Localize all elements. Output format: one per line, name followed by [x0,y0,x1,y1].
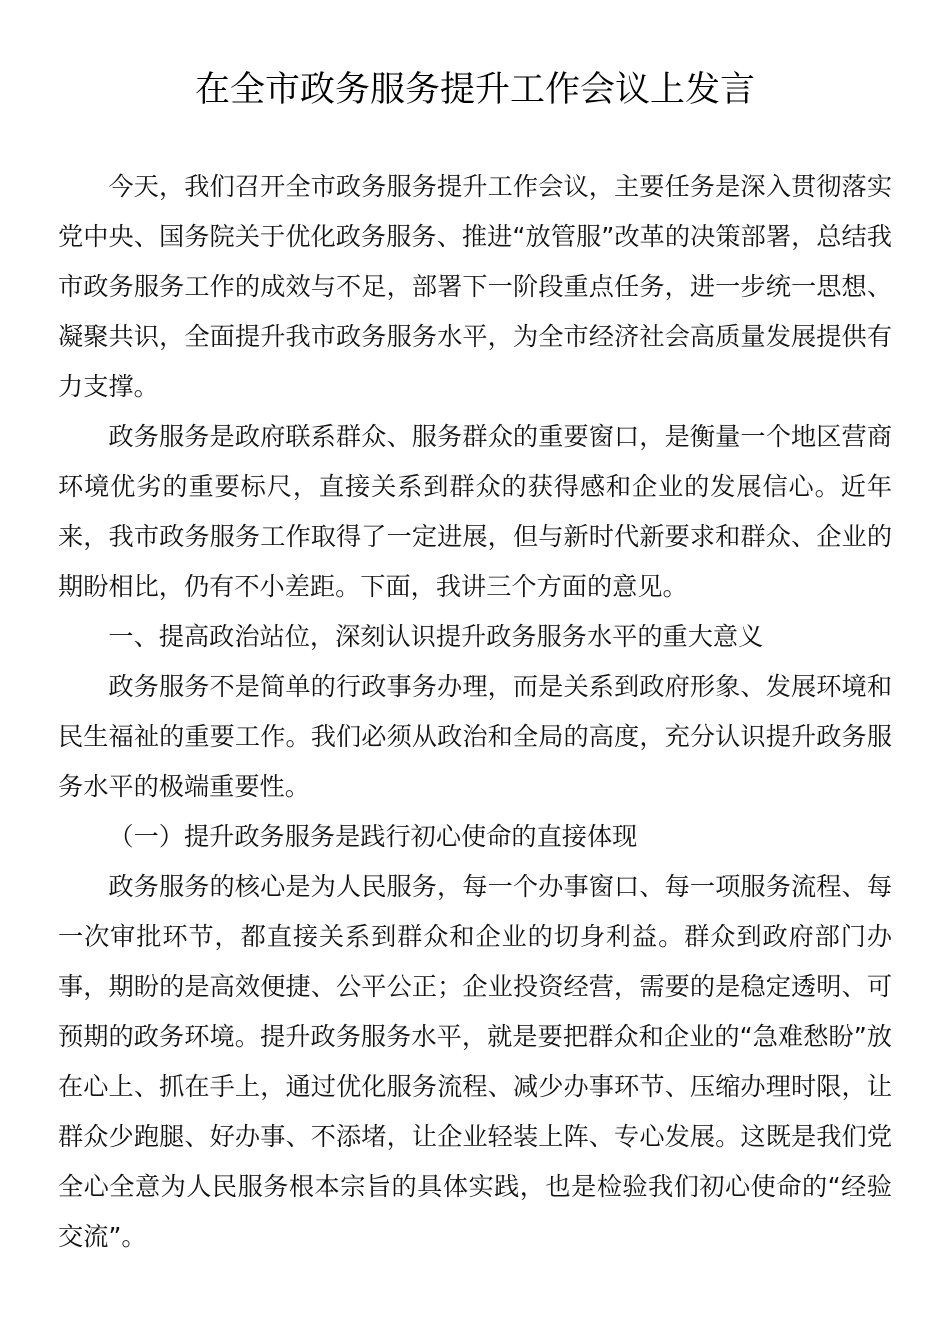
paragraph-intro: 今天，我们召开全市政务服务提升工作会议，主要任务是深入贯彻落实党中央、国务院关于优化政务服务、推进“放管服”改革的决策部署，总结我市政务服务工作的成效与不足，部署下一阶段重点任务，进一步统一思想、凝聚共识，全面提升我市政务服务水平，为全市经济社会高质量发展提供有力支撑。 [58,172,892,401]
paragraph-section-1: 政务服务不是简单的行政事务办理，而是关系到政府形象、发展环境和民生福祉的重要工作。我们必须从政治和全局的高度，充分认识提升政务服务水平的极端重要性。 [58,672,892,801]
section-heading-1: 一、提高政治站位，深刻认识提升政务服务水平的重大意义 [108,622,764,651]
subsection-heading-1-1: （一）提升政务服务是践行初心使命的直接体现 [108,822,638,851]
document-body [58,162,892,1262]
paragraph-context: 政务服务是政府联系群众、服务群众的重要窗口，是衡量一个地区营商环境优劣的重要标尺，直接关系到群众的获得感和企业的发展信心。近年来，我市政务服务工作取得了一定进展，但与新时代新要求和群众、企业的期盼相比，仍有不小差距。下面，我讲三个方面的意见。 [58,422,892,601]
document-title: 在全市政务服务提升工作会议上发言 [194,70,755,110]
paragraph-subsection-1-1: 政务服务的核心是为人民服务，每一个办事窗口、每一项服务流程、每一次审批环节，都直接关系到群众和企业的切身利益。群众到政府部门办事，期盼的是高效便捷、公平公正；企业投资经营，需要的是稳定透明、可预期的政务环境。提升政务服务水平，就是要把群众和企业的“急难愁盼”放在心上、抓在手上，通过优化服务流程、减少办事环节、压缩办理时限，让群众少跑腿、好办事、不添堵，让企业轻装上阵、专心发展。这既是我们党全心全意为人民服务根本宗旨的具体实践，也是检验我们初心使命的“经验交流”。 [58,872,892,1251]
